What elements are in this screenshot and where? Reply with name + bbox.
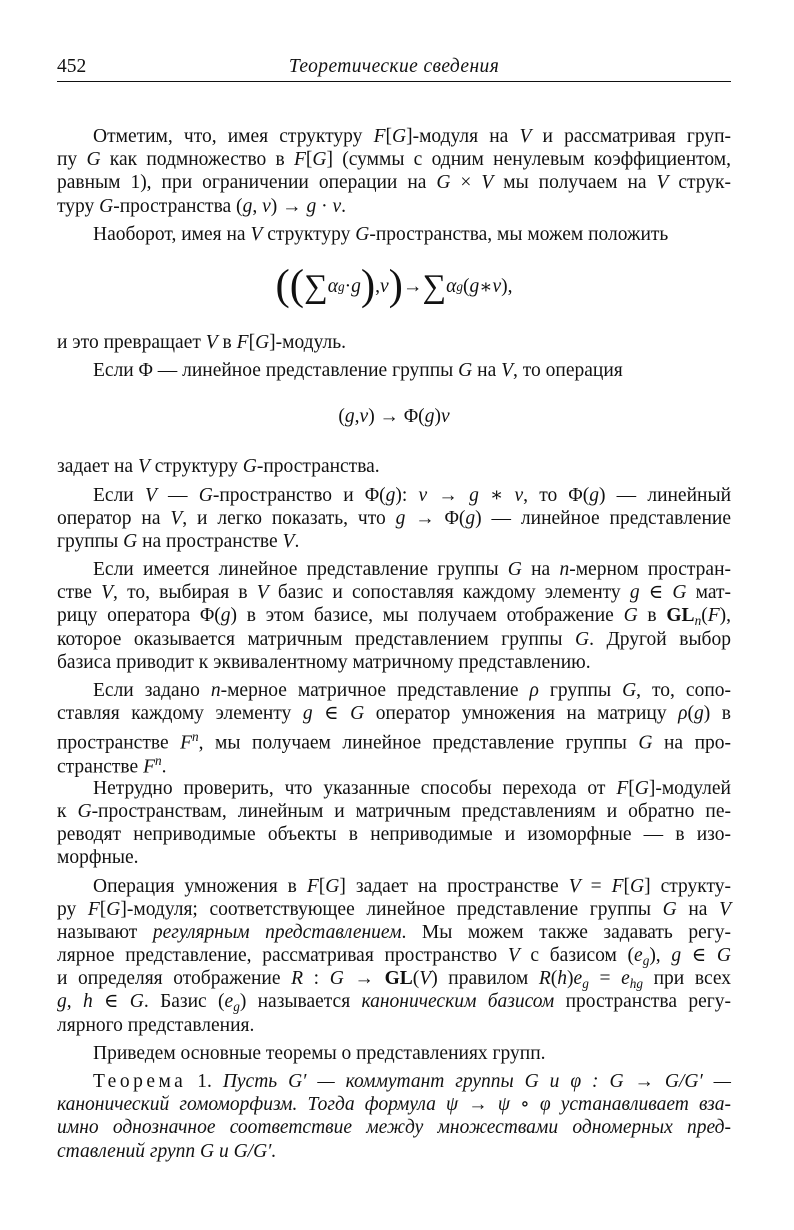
text-run: как подмножество в [100, 149, 294, 171]
math-or-emphasis: n [559, 559, 570, 581]
math-or-emphasis: F [236, 331, 249, 353]
subscript: g [337, 278, 345, 294]
math-or-emphasis: G [575, 628, 590, 650]
text-run: ] задает на пространстве [339, 875, 569, 897]
text-line [57, 125, 731, 148]
math-or-emphasis: G [436, 172, 451, 194]
text-run: пу [57, 149, 87, 171]
text-line [57, 725, 731, 754]
math-or-emphasis: ставлений групп G и G/G′. [57, 1140, 277, 1162]
math-or-emphasis: e [573, 968, 583, 990]
text-run: на [472, 360, 502, 382]
math-or-emphasis: G [355, 223, 370, 245]
text-line [57, 846, 731, 869]
text-line [57, 823, 731, 846]
large-parenthesis: ( [275, 262, 290, 310]
text-run: мат- [686, 582, 731, 604]
math-or-emphasis: G [99, 195, 114, 217]
math-or-emphasis: v [440, 406, 450, 428]
text-line [57, 679, 731, 702]
text-run: ), [719, 605, 731, 627]
text-run: с базисом ( [519, 945, 635, 967]
math-or-emphasis: F [87, 898, 100, 920]
text-run: к [57, 800, 78, 822]
subscript: g [456, 278, 463, 294]
text-line [57, 530, 731, 553]
text-run: группы [538, 680, 623, 701]
math-or-emphasis: g [465, 507, 476, 529]
math-or-emphasis: F [306, 875, 319, 897]
text-run: -мерном простран- [569, 559, 731, 581]
text-run: -мерное матричное представление [220, 680, 530, 701]
text-run: ), [501, 275, 513, 297]
math-or-emphasis: v [332, 195, 342, 217]
text-run: = [580, 875, 612, 897]
text-run: · [344, 275, 352, 297]
math-or-emphasis: e [634, 945, 643, 967]
math-or-emphasis: G [623, 605, 638, 627]
math-or-emphasis: G [507, 559, 522, 581]
text-run: и определяя отображение [57, 968, 292, 990]
text-run: ) → Φ( [368, 406, 425, 428]
text-run: туру [57, 195, 100, 217]
math-or-emphasis: g [424, 406, 435, 428]
text-run: , [354, 406, 360, 428]
display-formula [57, 248, 731, 326]
math-or-emphasis: α [327, 275, 338, 297]
text-run: Если Φ — линейное представление группы [93, 360, 459, 382]
text-line [57, 171, 731, 194]
text-line [57, 898, 731, 921]
math-or-emphasis: G [255, 331, 270, 353]
math-or-emphasis: e [621, 968, 630, 990]
text-run: [ [385, 126, 392, 147]
math-or-emphasis: V [282, 530, 295, 552]
superscript: n [154, 752, 162, 768]
math-or-emphasis: канонический гомоморфизм. Тогда формула ψ → ψ ∘ φ устанавливает вза- [57, 1094, 731, 1116]
math-or-emphasis: V [170, 507, 183, 529]
math-or-emphasis: α [446, 275, 457, 297]
math-or-emphasis: ρ [678, 703, 688, 725]
subscript: n [694, 613, 702, 629]
math-or-emphasis: g [57, 991, 67, 1013]
text-run: → [343, 968, 385, 990]
text-line [57, 331, 731, 354]
text-run: оператор умножения на матрицу [364, 703, 679, 725]
text-run: [ [305, 149, 313, 171]
text-run: 1. [186, 1071, 223, 1092]
subscript: g [233, 999, 240, 1015]
paragraph [57, 558, 731, 674]
text-run: — [156, 484, 199, 506]
text-run: ] (суммы с одним ненулевым коэффициентом, [326, 149, 731, 171]
page-body [57, 125, 731, 1163]
text-run: ∈ [639, 582, 673, 604]
text-line [57, 967, 731, 990]
math-or-emphasis: v [359, 406, 369, 428]
text-run: · [316, 195, 333, 217]
text-run: структуру [149, 456, 243, 478]
text-run: ]-модуля; соответствующее линейное представление группы [120, 898, 663, 920]
math-or-emphasis: g [242, 195, 253, 217]
math-or-emphasis: G [622, 680, 637, 701]
text-run: × [450, 172, 482, 194]
text-run: ( [550, 968, 558, 990]
text-run: ∈ [312, 703, 351, 725]
math-or-emphasis: g [306, 195, 317, 217]
text-run: [ [99, 898, 107, 920]
text-run: ]-модуль. [269, 331, 346, 353]
math-or-emphasis: V [568, 875, 581, 897]
subscript: g [642, 953, 650, 969]
math-or-emphasis: G [391, 126, 407, 147]
text-run: ) [567, 968, 574, 990]
text-line [57, 777, 731, 800]
text-run: = [588, 968, 622, 990]
text-run: Отметим, что, имея структуру [93, 126, 374, 147]
text-run: . Другой выбор [589, 628, 731, 650]
text-run: и рассматривая груп- [531, 126, 732, 147]
text-run: ∈ [92, 991, 130, 1013]
math-or-emphasis: R [538, 968, 551, 990]
math-or-emphasis: G [129, 991, 144, 1013]
running-title: Теоретические сведения [288, 56, 500, 77]
text-run: ставляя каждому элементу [57, 703, 303, 725]
paragraph [57, 223, 731, 246]
text-line [57, 1042, 731, 1065]
math-or-emphasis: g [344, 406, 355, 428]
math-or-emphasis: каноническим базисом [361, 991, 555, 1013]
text-run: на [521, 559, 560, 581]
text-run: , то, сопо- [636, 680, 731, 701]
text-run: ]-модулей [648, 777, 731, 799]
text-run: -пространство и Φ( [212, 484, 386, 506]
math-or-emphasis: e [224, 991, 234, 1013]
text-line [57, 1093, 731, 1116]
theorem-label: Теорема [93, 1071, 187, 1092]
text-line [57, 455, 731, 478]
math-or-emphasis: V [137, 456, 150, 478]
text-line [57, 1140, 731, 1163]
text-run: -пространства. [256, 456, 380, 478]
text-run: Наоборот, имея на [93, 223, 251, 245]
running-header [57, 54, 731, 82]
text-run: ∗ [478, 484, 515, 506]
text-run: , мы получаем линейное представление группы [198, 732, 639, 754]
text-run: ) в этом базисе, мы получаем отображение [230, 605, 624, 627]
text-run: ) в [703, 703, 732, 725]
text-run: группы [57, 530, 124, 552]
math-or-emphasis: v [514, 484, 524, 506]
paragraph [57, 455, 731, 478]
text-run: [ [628, 777, 635, 799]
math-or-emphasis: G [312, 149, 327, 171]
math-or-emphasis: G [350, 703, 365, 725]
text-run: и это превращает [57, 331, 206, 353]
sum-symbol: ∑ [422, 268, 447, 306]
text-run: которое оказывается матричным представлением группы [57, 628, 575, 650]
math-or-emphasis: v [492, 275, 502, 297]
superscript: n [192, 729, 199, 745]
math-or-emphasis: V [256, 582, 269, 604]
text-run: Если [93, 484, 145, 506]
paragraph [57, 1042, 731, 1065]
text-run: ( [412, 968, 420, 990]
text-run: ( [687, 703, 695, 725]
large-parenthesis: ( [289, 262, 305, 310]
text-run: ) — линейное представление [475, 507, 731, 529]
text-run: лярное представление, рассматривая пространство [57, 945, 508, 967]
math-or-emphasis: имно однозначное соответствие между множествами одномерных пред- [57, 1117, 731, 1139]
math-or-emphasis: G [198, 484, 213, 506]
math-or-emphasis: G [106, 898, 121, 920]
display-formula [57, 384, 731, 450]
text-run: мы получаем на [493, 172, 657, 194]
math-or-emphasis: G [77, 800, 92, 822]
text-run: ру [57, 898, 88, 920]
math-or-emphasis: F [143, 755, 155, 777]
text-line [57, 990, 731, 1013]
text-run: базис и сопоставляя каждому элементу [268, 582, 630, 604]
math-or-emphasis: G [630, 875, 645, 897]
math-or-emphasis: V [419, 968, 432, 990]
math-or-emphasis: V [481, 172, 494, 194]
text-line [57, 702, 731, 725]
text-line [57, 921, 731, 944]
text-run: . [341, 195, 346, 217]
text-line [57, 875, 731, 898]
math-or-emphasis: F [373, 126, 386, 147]
text-run: , то Φ( [523, 484, 590, 506]
math-or-emphasis: регулярным представлением [152, 921, 402, 943]
text-run: пространства регу- [554, 991, 731, 1013]
text-run: ]-модуля на [406, 126, 520, 147]
text-run: : [303, 968, 330, 990]
text-run: [ [318, 875, 326, 897]
text-run: . Мы можем также задавать регу- [401, 921, 731, 943]
bold-math: GL [666, 605, 695, 627]
text-run: → [402, 275, 423, 297]
text-line [57, 558, 731, 581]
paragraph [57, 1070, 731, 1163]
text-run: . [294, 530, 300, 552]
math-or-emphasis: g [589, 484, 599, 506]
text-run: -пространства, мы можем положить [369, 223, 669, 245]
text-run: ( [462, 275, 470, 297]
math-or-emphasis: G [672, 582, 687, 604]
text-run: Операция умножения в [93, 875, 307, 897]
math-or-emphasis: g [469, 484, 479, 506]
text-run: , [252, 195, 263, 217]
text-line [57, 484, 731, 507]
text-run: задает на [57, 456, 138, 478]
text-line [57, 800, 731, 823]
math-or-emphasis: V [250, 223, 263, 245]
math-or-emphasis: v [262, 195, 271, 217]
text-run: Нетрудно проверить, что указанные способы перехода от [93, 777, 617, 799]
text-run: странстве [57, 755, 144, 777]
bold-math: GL [384, 968, 413, 990]
paragraph [57, 875, 731, 1037]
text-line [57, 148, 731, 171]
math-or-emphasis: F [294, 149, 306, 171]
paragraph [57, 359, 731, 382]
text-run: -пространствам, линейным и матричным представлениям и обратно пе- [91, 800, 731, 822]
text-run: ] структу- [644, 875, 731, 897]
math-or-emphasis: G [638, 732, 653, 754]
text-run: при всех [642, 968, 731, 990]
math-or-emphasis: Пусть G′ — коммутант группы G и φ : G → G/G′ — [222, 1071, 731, 1092]
text-line [57, 1070, 731, 1093]
text-run: стве [57, 582, 102, 604]
text-line [57, 195, 731, 218]
math-or-emphasis: h [82, 991, 93, 1013]
math-or-emphasis: V [519, 126, 532, 147]
subscript: g [582, 976, 589, 992]
text-line [57, 507, 731, 530]
text-run: струк- [668, 172, 731, 194]
math-or-emphasis: v [418, 484, 428, 506]
text-line [57, 359, 731, 382]
text-run: [ [623, 875, 631, 897]
text-run: ) правилом [431, 968, 539, 990]
text-run: → Φ( [405, 507, 466, 529]
text-run: пространстве [57, 732, 181, 754]
text-run: называют [57, 921, 153, 943]
text-run: в [637, 605, 667, 627]
text-run: [ [248, 331, 256, 353]
math-or-emphasis: V [101, 582, 114, 604]
math-or-emphasis: g [351, 275, 361, 297]
text-run: Если имеется линейное представление группы [93, 559, 508, 581]
math-or-emphasis: V [144, 484, 157, 506]
math-or-emphasis: G [325, 875, 340, 897]
math-or-emphasis: G [123, 530, 138, 552]
math-or-emphasis: G [242, 456, 257, 478]
math-or-emphasis: g [469, 275, 480, 297]
text-run: на [676, 898, 720, 920]
text-run: базиса приводит к эквивалентному матричному представлению. [57, 651, 591, 673]
math-or-emphasis: R [291, 968, 304, 990]
text-line [57, 651, 731, 674]
text-run: ) → [270, 195, 307, 217]
text-line [57, 581, 731, 604]
text-run: . Базис ( [143, 991, 225, 1013]
paragraph [57, 331, 731, 354]
math-or-emphasis: v [380, 275, 389, 297]
paragraph [57, 777, 731, 870]
text-run: морфные. [57, 847, 139, 869]
text-run: ) [434, 406, 441, 428]
paragraph [57, 125, 731, 218]
math-or-emphasis: g [629, 582, 640, 604]
math-or-emphasis: F [707, 605, 720, 627]
math-or-emphasis: h [557, 968, 568, 990]
text-run: оператор на [57, 507, 171, 529]
text-run: ( [338, 406, 345, 428]
text-run: ): [395, 484, 419, 506]
text-run: , и легко показать, что [182, 507, 396, 529]
math-or-emphasis: G [458, 360, 473, 382]
text-line [57, 944, 731, 967]
math-or-emphasis: V [507, 945, 520, 967]
math-or-emphasis: G [662, 898, 677, 920]
text-run: равным 1), при ограничении операции на [57, 172, 437, 194]
text-run: ), [649, 945, 672, 967]
text-run: Если задано [93, 680, 211, 701]
text-line [57, 1116, 731, 1139]
math-or-emphasis: g [395, 507, 406, 529]
page-number: 452 [57, 56, 87, 77]
math-or-emphasis: g [671, 945, 682, 967]
math-or-emphasis: g [220, 605, 231, 627]
math-or-emphasis: g [694, 703, 704, 725]
text-run: структуру [262, 223, 356, 245]
math-or-emphasis: V [501, 360, 514, 382]
text-run: на про- [652, 732, 731, 754]
paragraph [57, 679, 732, 777]
math-or-emphasis: G [634, 777, 649, 799]
math-or-emphasis: F [611, 875, 624, 897]
math-or-emphasis: V [719, 898, 732, 920]
text-run: → [427, 484, 470, 506]
subscript: hg [629, 976, 643, 992]
text-run: , то операция [513, 360, 623, 382]
math-or-emphasis: n [210, 680, 221, 701]
text-line [57, 223, 731, 246]
text-run: в [217, 331, 237, 353]
math-or-emphasis: F [180, 732, 193, 754]
text-run: ∗ [479, 276, 493, 298]
text-run: Приведем основные теоремы о представлениях групп. [93, 1042, 546, 1064]
text-line [57, 604, 731, 627]
math-or-emphasis: g [302, 703, 313, 725]
math-or-emphasis: V [656, 172, 669, 194]
text-run: , [375, 275, 380, 297]
math-or-emphasis: G [86, 149, 101, 171]
math-or-emphasis: G [329, 968, 344, 990]
sum-symbol: ∑ [304, 268, 328, 306]
text-run: рицу оператора Φ( [57, 605, 221, 627]
large-parenthesis: ) [360, 262, 376, 310]
text-run: ( [701, 605, 708, 627]
large-parenthesis: ) [388, 262, 403, 310]
math-or-emphasis: V [205, 331, 218, 353]
math-or-emphasis: g [385, 484, 396, 506]
text-run: , то, выбирая в [113, 582, 257, 604]
text-run: ) — линейный [598, 484, 732, 506]
text-run: ) называется [239, 991, 362, 1013]
math-or-emphasis: F [616, 777, 629, 799]
text-run: . [161, 755, 167, 777]
text-run: ∈ [681, 945, 717, 967]
text-run: реводят неприводимые объекты в неприводимые и изоморфные — в изо- [57, 824, 731, 846]
math-or-emphasis: G [716, 945, 731, 967]
text-run: , [66, 991, 83, 1013]
text-run: лярного представления. [57, 1014, 255, 1036]
text-run: на пространстве [137, 530, 283, 552]
paragraph [57, 484, 731, 554]
text-line [57, 628, 731, 651]
text-line [57, 1014, 731, 1037]
text-run: -пространства ( [113, 195, 243, 217]
math-or-emphasis: ρ [529, 680, 539, 701]
